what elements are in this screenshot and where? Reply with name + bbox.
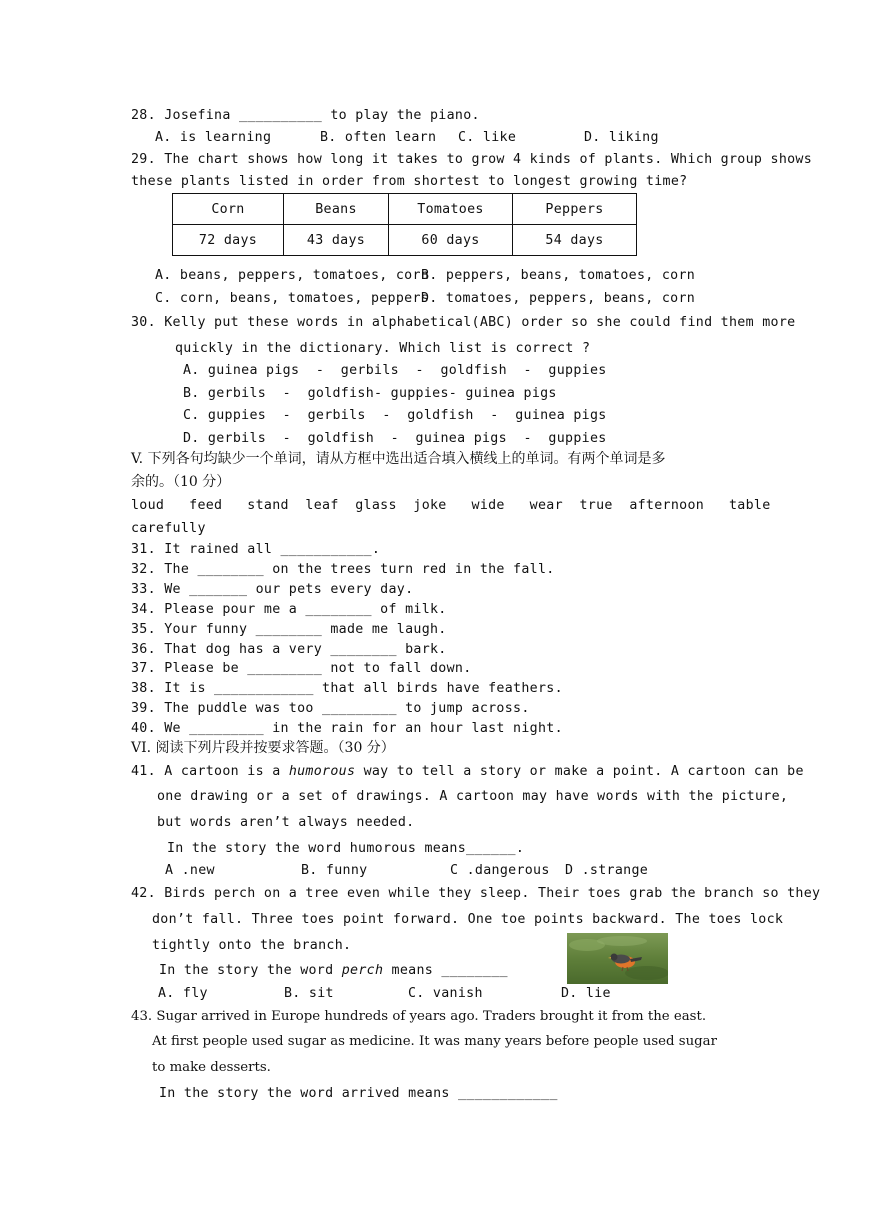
q42-line1: 42. Birds perch on a tree even while they sleep. Their toes grab the branch so they	[131, 886, 821, 901]
fill-blank-item: 32. The ________ on the trees turn red in the fall.	[131, 562, 555, 577]
q41-option-d: D .strange	[565, 863, 649, 878]
q29-stem-line1: 29. The chart shows how long it takes to grow 4 kinds of plants. Which group shows	[131, 152, 813, 167]
q42-text: In the story the word	[159, 963, 342, 978]
q29-option-c: C. corn, beans, tomatoes, peppers	[155, 291, 430, 306]
fill-blank-item: 36. That dog has a very ________ bark.	[131, 642, 447, 657]
plant-growth-table	[172, 193, 637, 256]
table-cell: Tomatoes	[389, 194, 513, 225]
q42-option-d: D. lie	[561, 986, 611, 1001]
q28-option-c: C. like	[458, 130, 517, 145]
table-cell: 72 days	[173, 225, 284, 256]
q30-option-c: C. guppies - gerbils - goldfish - guinea pigs	[183, 408, 607, 423]
q41-line2: one drawing or a set of drawings. A cartoon may have words with the picture,	[157, 789, 789, 804]
q42-line2: don’t fall. Three toes point forward. One toe points backward. The toes lock	[152, 912, 784, 927]
q41-question: In the story the word humorous means______.	[167, 841, 525, 856]
q41-text: 41. A cartoon is a	[131, 764, 289, 779]
q29-option-a: A. beans, peppers, tomatoes, corn	[155, 268, 430, 283]
q28-option-d: D. liking	[584, 130, 659, 145]
q30-option-a: A. guinea pigs - gerbils - goldfish - guppies	[183, 363, 607, 378]
q29-stem-line2: these plants listed in order from shortest to longest growing time?	[131, 174, 688, 189]
q30-option-b: B. gerbils - goldfish- guppies- guinea pigs	[183, 386, 557, 401]
q41-option-a: A .new	[165, 863, 215, 878]
q41-line1	[131, 763, 804, 781]
fill-blank-item: 37. Please be _________ not to fall down.	[131, 661, 472, 676]
q42-question	[159, 962, 508, 980]
q42-option-a: A. fly	[158, 986, 208, 1001]
fill-blank-item: 40. We _________ in the rain for an hour last night.	[131, 721, 563, 736]
q43-line3: to make desserts.	[152, 1060, 271, 1075]
word-bank-line2: carefully	[131, 521, 206, 536]
fill-blank-item: 31. It rained all ___________.	[131, 542, 381, 557]
fill-blank-item: 33. We _______ our pets every day.	[131, 582, 414, 597]
q43-line2: At first people used sugar as medicine. It was many years before people used sugar	[152, 1034, 717, 1049]
robin-photo	[567, 933, 668, 984]
q41-emphasis: humorous	[288, 764, 356, 779]
q42-option-b: B. sit	[284, 986, 334, 1001]
q28-stem: 28. Josefina __________ to play the piano.	[131, 108, 480, 123]
fill-blank-item: 38. It is ____________ that all birds have feathers.	[131, 681, 563, 696]
word-bank-line1: loud feed stand leaf glass joke wide wear true afternoon table	[131, 498, 771, 513]
fill-blank-item: 39. The puddle was too _________ to jump across.	[131, 701, 530, 716]
table-header-row	[173, 194, 637, 225]
q30-stem-line1: 30. Kelly put these words in alphabetical(ABC) order so she could find them more	[131, 315, 796, 330]
q29-option-b: B. peppers, beans, tomatoes, corn	[421, 268, 696, 283]
table-row	[173, 225, 637, 256]
q28-option-a: A. is learning	[155, 130, 272, 145]
q41-option-c: C .dangerous	[450, 863, 550, 878]
q43-question: In the story the word arrived means ____________	[159, 1086, 558, 1101]
fill-blank-item: 34. Please pour me a ________ of milk.	[131, 602, 447, 617]
table-cell: Beans	[284, 194, 389, 225]
q30-stem-line2: quickly in the dictionary. Which list is correct ?	[175, 341, 591, 356]
q42-emphasis: perch	[341, 963, 384, 978]
q42-text: means ________	[383, 963, 508, 978]
q41-line3: but words aren’t always needed.	[157, 815, 415, 830]
table-cell: Peppers	[513, 194, 637, 225]
table-cell: Corn	[173, 194, 284, 225]
q42-line3: tightly onto the branch.	[152, 938, 352, 953]
q30-option-d: D. gerbils - goldfish - guinea pigs - guppies	[183, 431, 607, 446]
table-cell: 54 days	[513, 225, 637, 256]
q28-option-b: B. often learn	[320, 130, 437, 145]
table-cell: 43 days	[284, 225, 389, 256]
fill-blank-item: 35. Your funny ________ made me laugh.	[131, 622, 447, 637]
section5-title-line2: 余的。（10 分）	[131, 474, 231, 490]
section5-title-line1: V. 下列各句均缺少一个单词，请从方框中选出适合填入横线上的单词。有两个单词是多	[131, 451, 666, 467]
q41-option-b: B. funny	[301, 863, 368, 878]
q29-option-d: D. tomatoes, peppers, beans, corn	[421, 291, 696, 306]
q42-option-c: C. vanish	[408, 986, 483, 1001]
q41-text: way to tell a story or make a point. A cartoon can be	[355, 764, 804, 779]
section6-title: VI. 阅读下列片段并按要求答题。（30 分）	[131, 740, 395, 756]
q43-line1: 43. Sugar arrived in Europe hundreds of years ago. Traders brought it from the east.	[131, 1009, 707, 1024]
table-cell: 60 days	[389, 225, 513, 256]
